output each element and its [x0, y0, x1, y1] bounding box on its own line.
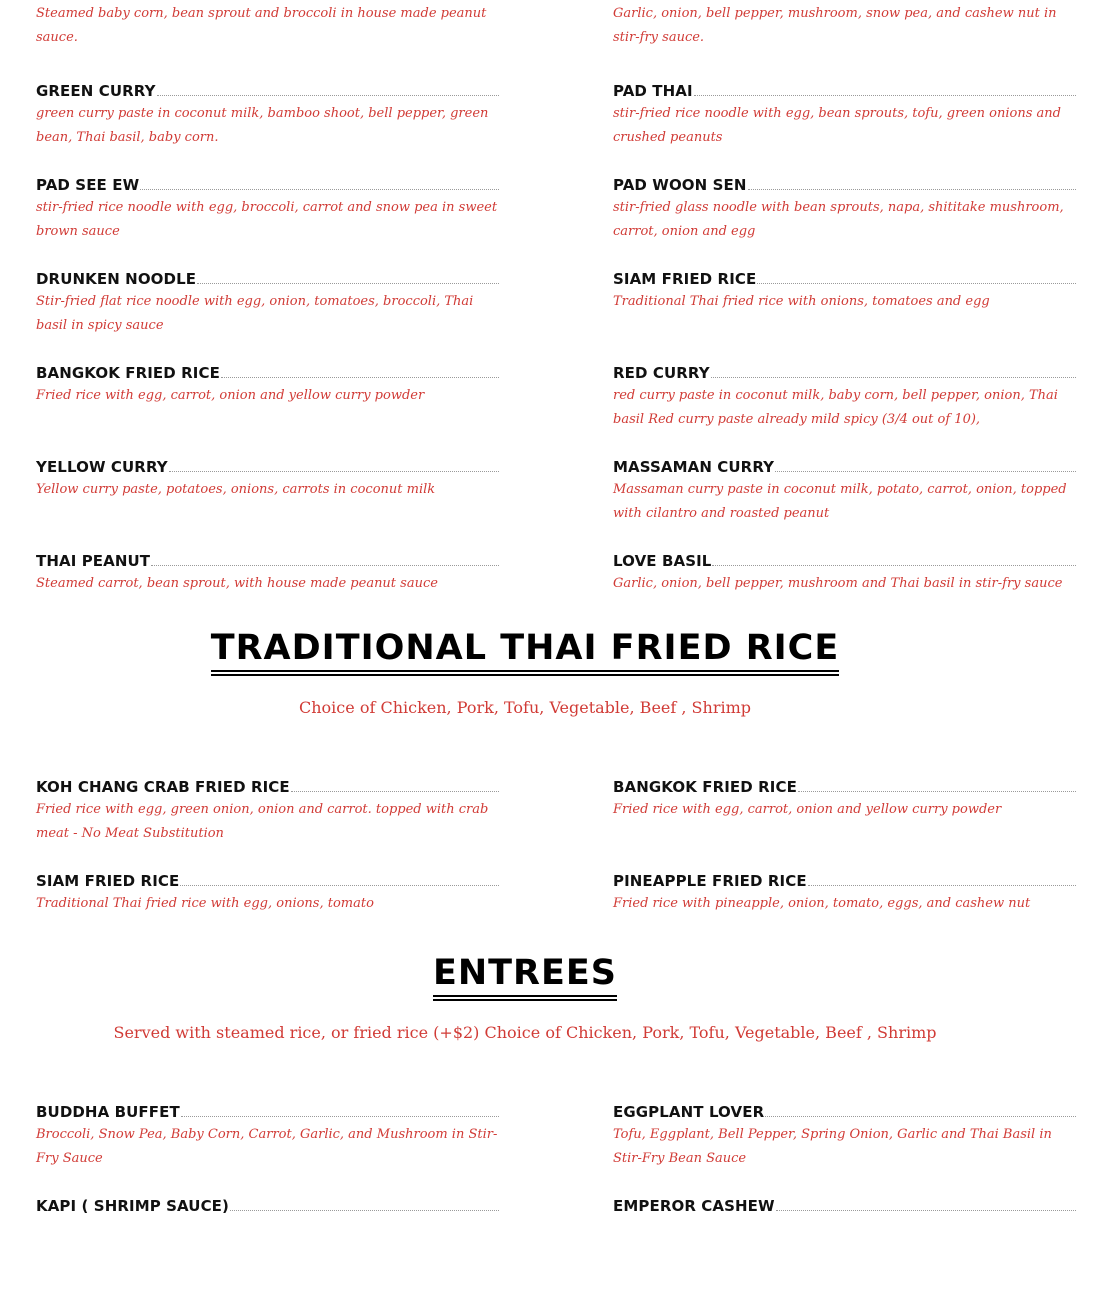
- menu-item-name: MASSAMAN CURRY: [613, 458, 775, 476]
- dotted-leader: [776, 1210, 1076, 1211]
- dotted-leader: [798, 791, 1076, 792]
- menu-item: [613, 456, 1076, 550]
- menu-item-name: GREEN CURRY: [36, 82, 156, 100]
- dotted-leader: [765, 1116, 1076, 1117]
- menu-item-description: Steamed baby corn, bean sprout and broccoli in house made peanut sauce.: [36, 6, 487, 45]
- menu-item-name: BANGKOK FRIED RICE: [36, 364, 220, 382]
- menu-item-name: BUDDHA BUFFET: [36, 1103, 180, 1121]
- menu-item-name: EGGPLANT LOVER: [613, 1103, 765, 1121]
- menu-item: [613, 268, 1076, 362]
- menu-item-description: Garlic, onion, bell pepper, mushroom, snow pea, and cashew nut in stir-fry sauce.: [613, 6, 1057, 45]
- menu-item: [36, 1101, 499, 1195]
- menu-item-name: DRUNKEN NOODLE: [36, 270, 197, 288]
- dotted-leader: [712, 565, 1076, 566]
- menu-item-description: Traditional Thai fried rice with onions, tomatoes and egg: [613, 294, 990, 309]
- menu-item-name: RED CURRY: [613, 364, 710, 382]
- menu-item-description: Fried rice with pineapple, onion, tomato, eggs, and cashew nut: [613, 896, 1031, 911]
- menu-item-description: stir-fried rice noodle with egg, bean sprouts, tofu, green onions and crushed peanuts: [613, 106, 1061, 145]
- menu-item-description: red curry paste in coconut milk, baby corn, bell pepper, onion, Thai basil Red curry paste already mild spicy (3/4 out of 10),: [613, 388, 1058, 427]
- menu-item-description: Fried rice with egg, carrot, onion and yellow curry powder: [613, 802, 1002, 817]
- menu-item-name: BANGKOK FRIED RICE: [613, 778, 797, 796]
- fried-rice-section-title: [0, 628, 1050, 676]
- menu-item: [36, 80, 499, 174]
- menu-item: [36, 776, 499, 870]
- menu-item-name: PAD WOON SEN: [613, 176, 747, 194]
- dotted-leader: [291, 791, 499, 792]
- menu-item-name: EMPEROR CASHEW: [613, 1197, 775, 1215]
- dotted-leader: [808, 885, 1076, 886]
- menu-item-description: Traditional Thai fried rice with egg, onions, tomato: [36, 896, 374, 911]
- menu-item: [36, 0, 499, 80]
- menu-item-description: Stir-fried flat rice noodle with egg, onion, tomatoes, broccoli, Thai basil in spicy sauce: [36, 294, 474, 333]
- menu-item: [36, 870, 499, 920]
- menu-item: [36, 268, 499, 362]
- dotted-leader: [757, 283, 1076, 284]
- menu-item-description: Massaman curry paste in coconut milk, potato, carrot, onion, topped with cilantro and roasted peanut: [613, 482, 1067, 521]
- menu-item-name: PAD THAI: [613, 82, 693, 100]
- top-menu-grid: [36, 0, 1076, 600]
- dotted-leader: [748, 189, 1076, 190]
- menu-item-description: Garlic, onion, bell pepper, mushroom and Thai basil in stir-fry sauce: [613, 576, 1063, 591]
- menu-item: [613, 776, 1076, 870]
- fried-rice-grid: [36, 776, 1076, 920]
- dotted-leader: [157, 95, 499, 96]
- menu-item-description: green curry paste in coconut milk, bamboo shoot, bell pepper, green bean, Thai basil, baby corn.: [36, 106, 489, 145]
- section-heading: TRADITIONAL THAI FRIED RICE: [211, 628, 840, 676]
- menu-item: [36, 456, 499, 550]
- dotted-leader: [140, 189, 499, 190]
- menu-item-name: SIAM FRIED RICE: [613, 270, 757, 288]
- menu-item-description: Tofu, Eggplant, Bell Pepper, Spring Onion, Garlic and Thai Basil in Stir-Fry Bean Sauce: [613, 1127, 1052, 1166]
- menu-item-name: KOH CHANG CRAB FRIED RICE: [36, 778, 290, 796]
- menu-item-description: Broccoli, Snow Pea, Baby Corn, Carrot, Garlic, and Mushroom in Stir-Fry Sauce: [36, 1127, 498, 1166]
- dotted-leader: [151, 565, 499, 566]
- menu-item: [36, 550, 499, 600]
- menu-item: [36, 1195, 499, 1289]
- entrees-section-title: [0, 953, 1050, 1001]
- menu-item: [613, 550, 1076, 600]
- menu-item-name: PAD SEE EW: [36, 176, 140, 194]
- menu-item: [613, 870, 1076, 920]
- menu-item-description: Fried rice with egg, carrot, onion and yellow curry powder: [36, 388, 425, 403]
- section-heading: ENTREES: [433, 953, 617, 1001]
- menu-item: [613, 1101, 1076, 1195]
- menu-item: [613, 1195, 1076, 1289]
- dotted-leader: [180, 885, 499, 886]
- menu-item: [613, 174, 1076, 268]
- menu-item: [613, 0, 1076, 80]
- menu-item-description: Steamed carrot, bean sprout, with house made peanut sauce: [36, 576, 438, 591]
- menu-item-name: KAPI ( SHRIMP SAUCE): [36, 1197, 229, 1215]
- dotted-leader: [711, 377, 1076, 378]
- menu-item-description: Fried rice with egg, green onion, onion and carrot. topped with crab meat - No Meat Substitution: [36, 802, 489, 841]
- entrees-section-subtitle: Served with steamed rice, or fried rice (+$2) Choice of Chicken, Pork, Tofu, Vegetable, Beef , Shrimp: [113, 1023, 937, 1042]
- menu-item: [613, 362, 1076, 456]
- menu-item: [613, 80, 1076, 174]
- menu-item: [36, 174, 499, 268]
- menu-item-name: PINEAPPLE FRIED RICE: [613, 872, 807, 890]
- menu-item-name: YELLOW CURRY: [36, 458, 168, 476]
- dotted-leader: [775, 471, 1076, 472]
- fried-rice-section-subtitle: Choice of Chicken, Pork, Tofu, Vegetable, Beef , Shrimp: [299, 698, 751, 717]
- dotted-leader: [230, 1210, 499, 1211]
- menu-item-name: THAI PEANUT: [36, 552, 151, 570]
- menu-item-description: Yellow curry paste, potatoes, onions, carrots in coconut milk: [36, 482, 436, 497]
- menu-item-description: stir-fried glass noodle with bean sprouts, napa, shititake mushroom, carrot, onion and egg: [613, 200, 1064, 239]
- dotted-leader: [694, 95, 1076, 96]
- menu-item-description: stir-fried rice noodle with egg, broccoli, carrot and snow pea in sweet brown sauce: [36, 200, 498, 239]
- dotted-leader: [197, 283, 499, 284]
- menu-item: [36, 362, 499, 456]
- dotted-leader: [221, 377, 499, 378]
- dotted-leader: [181, 1116, 499, 1117]
- menu-item-name: SIAM FRIED RICE: [36, 872, 180, 890]
- entrees-grid: [36, 1101, 1076, 1289]
- dotted-leader: [169, 471, 499, 472]
- menu-item-name: LOVE BASIL: [613, 552, 712, 570]
